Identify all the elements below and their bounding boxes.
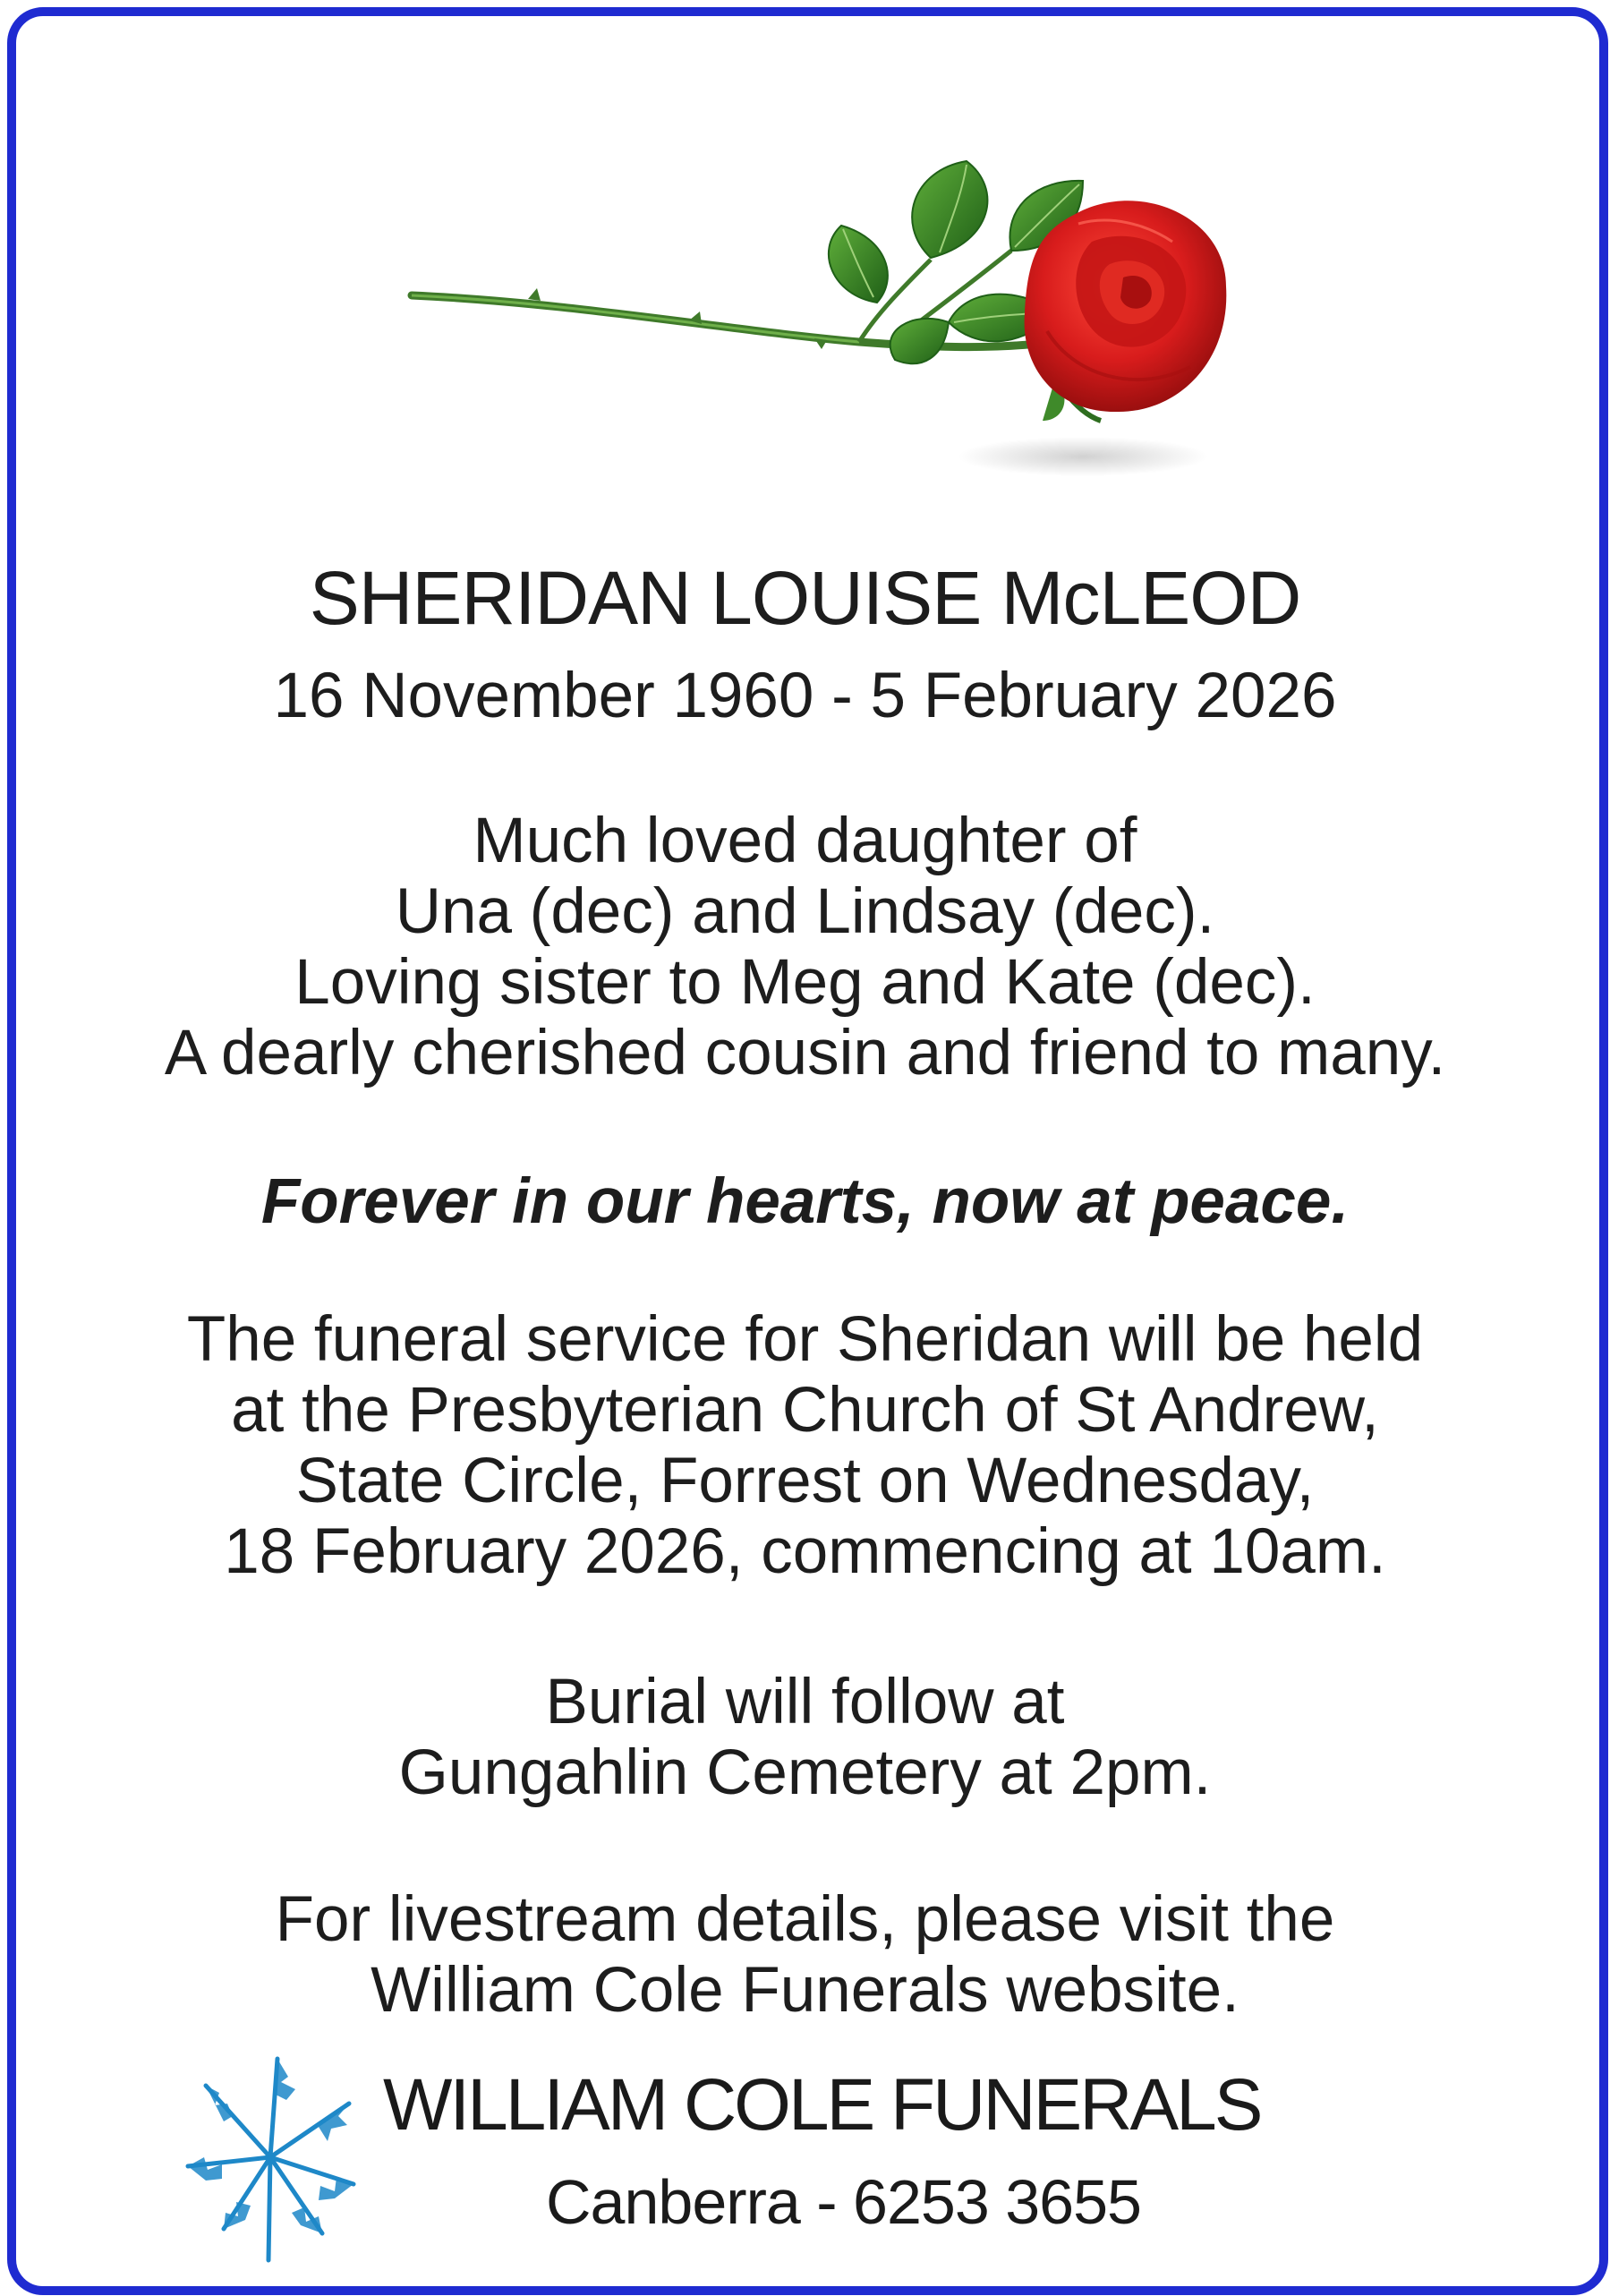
family-line: Much loved daughter of — [473, 806, 1137, 876]
family-paragraph — [18, 806, 1592, 1088]
life-dates: 16 November 1960 - 5 February 2026 — [273, 661, 1337, 731]
service-line: State Circle, Forrest on Wednesday, — [295, 1446, 1315, 1516]
livestream-paragraph — [18, 1884, 1592, 2026]
funeral-home-contact: Canberra - 6253 3655 — [546, 2167, 1141, 2237]
burial-line: Gungahlin Cemetery at 2pm. — [398, 1737, 1212, 1808]
maple-leaf-icon — [170, 2050, 367, 2265]
burial-paragraph — [18, 1667, 1592, 1808]
family-line: A dearly cherished cousin and friend to many. — [164, 1018, 1446, 1088]
funeral-home-logo — [170, 2050, 1477, 2265]
family-line: Loving sister to Meg and Kate (dec). — [294, 947, 1316, 1018]
livestream-line: William Cole Funerals website. — [371, 1955, 1239, 2026]
service-line: 18 February 2026, commencing at 10am. — [224, 1516, 1386, 1587]
service-paragraph — [18, 1304, 1592, 1587]
funeral-home-name: WILLIAM COLE FUNERALS — [383, 2064, 1261, 2146]
deceased-name: SHERIDAN LOUISE McLEOD — [309, 556, 1301, 640]
red-rose-icon — [394, 152, 1235, 492]
motto: Forever in our hearts, now at peace. — [260, 1166, 1350, 1237]
service-line: The funeral service for Sheridan will be held — [186, 1304, 1424, 1375]
family-line: Una (dec) and Lindsay (dec). — [395, 876, 1215, 947]
livestream-line: For livestream details, please visit the — [275, 1884, 1335, 1955]
burial-line: Burial will follow at — [545, 1667, 1065, 1737]
service-line: at the Presbyterian Church of St Andrew, — [231, 1375, 1379, 1446]
